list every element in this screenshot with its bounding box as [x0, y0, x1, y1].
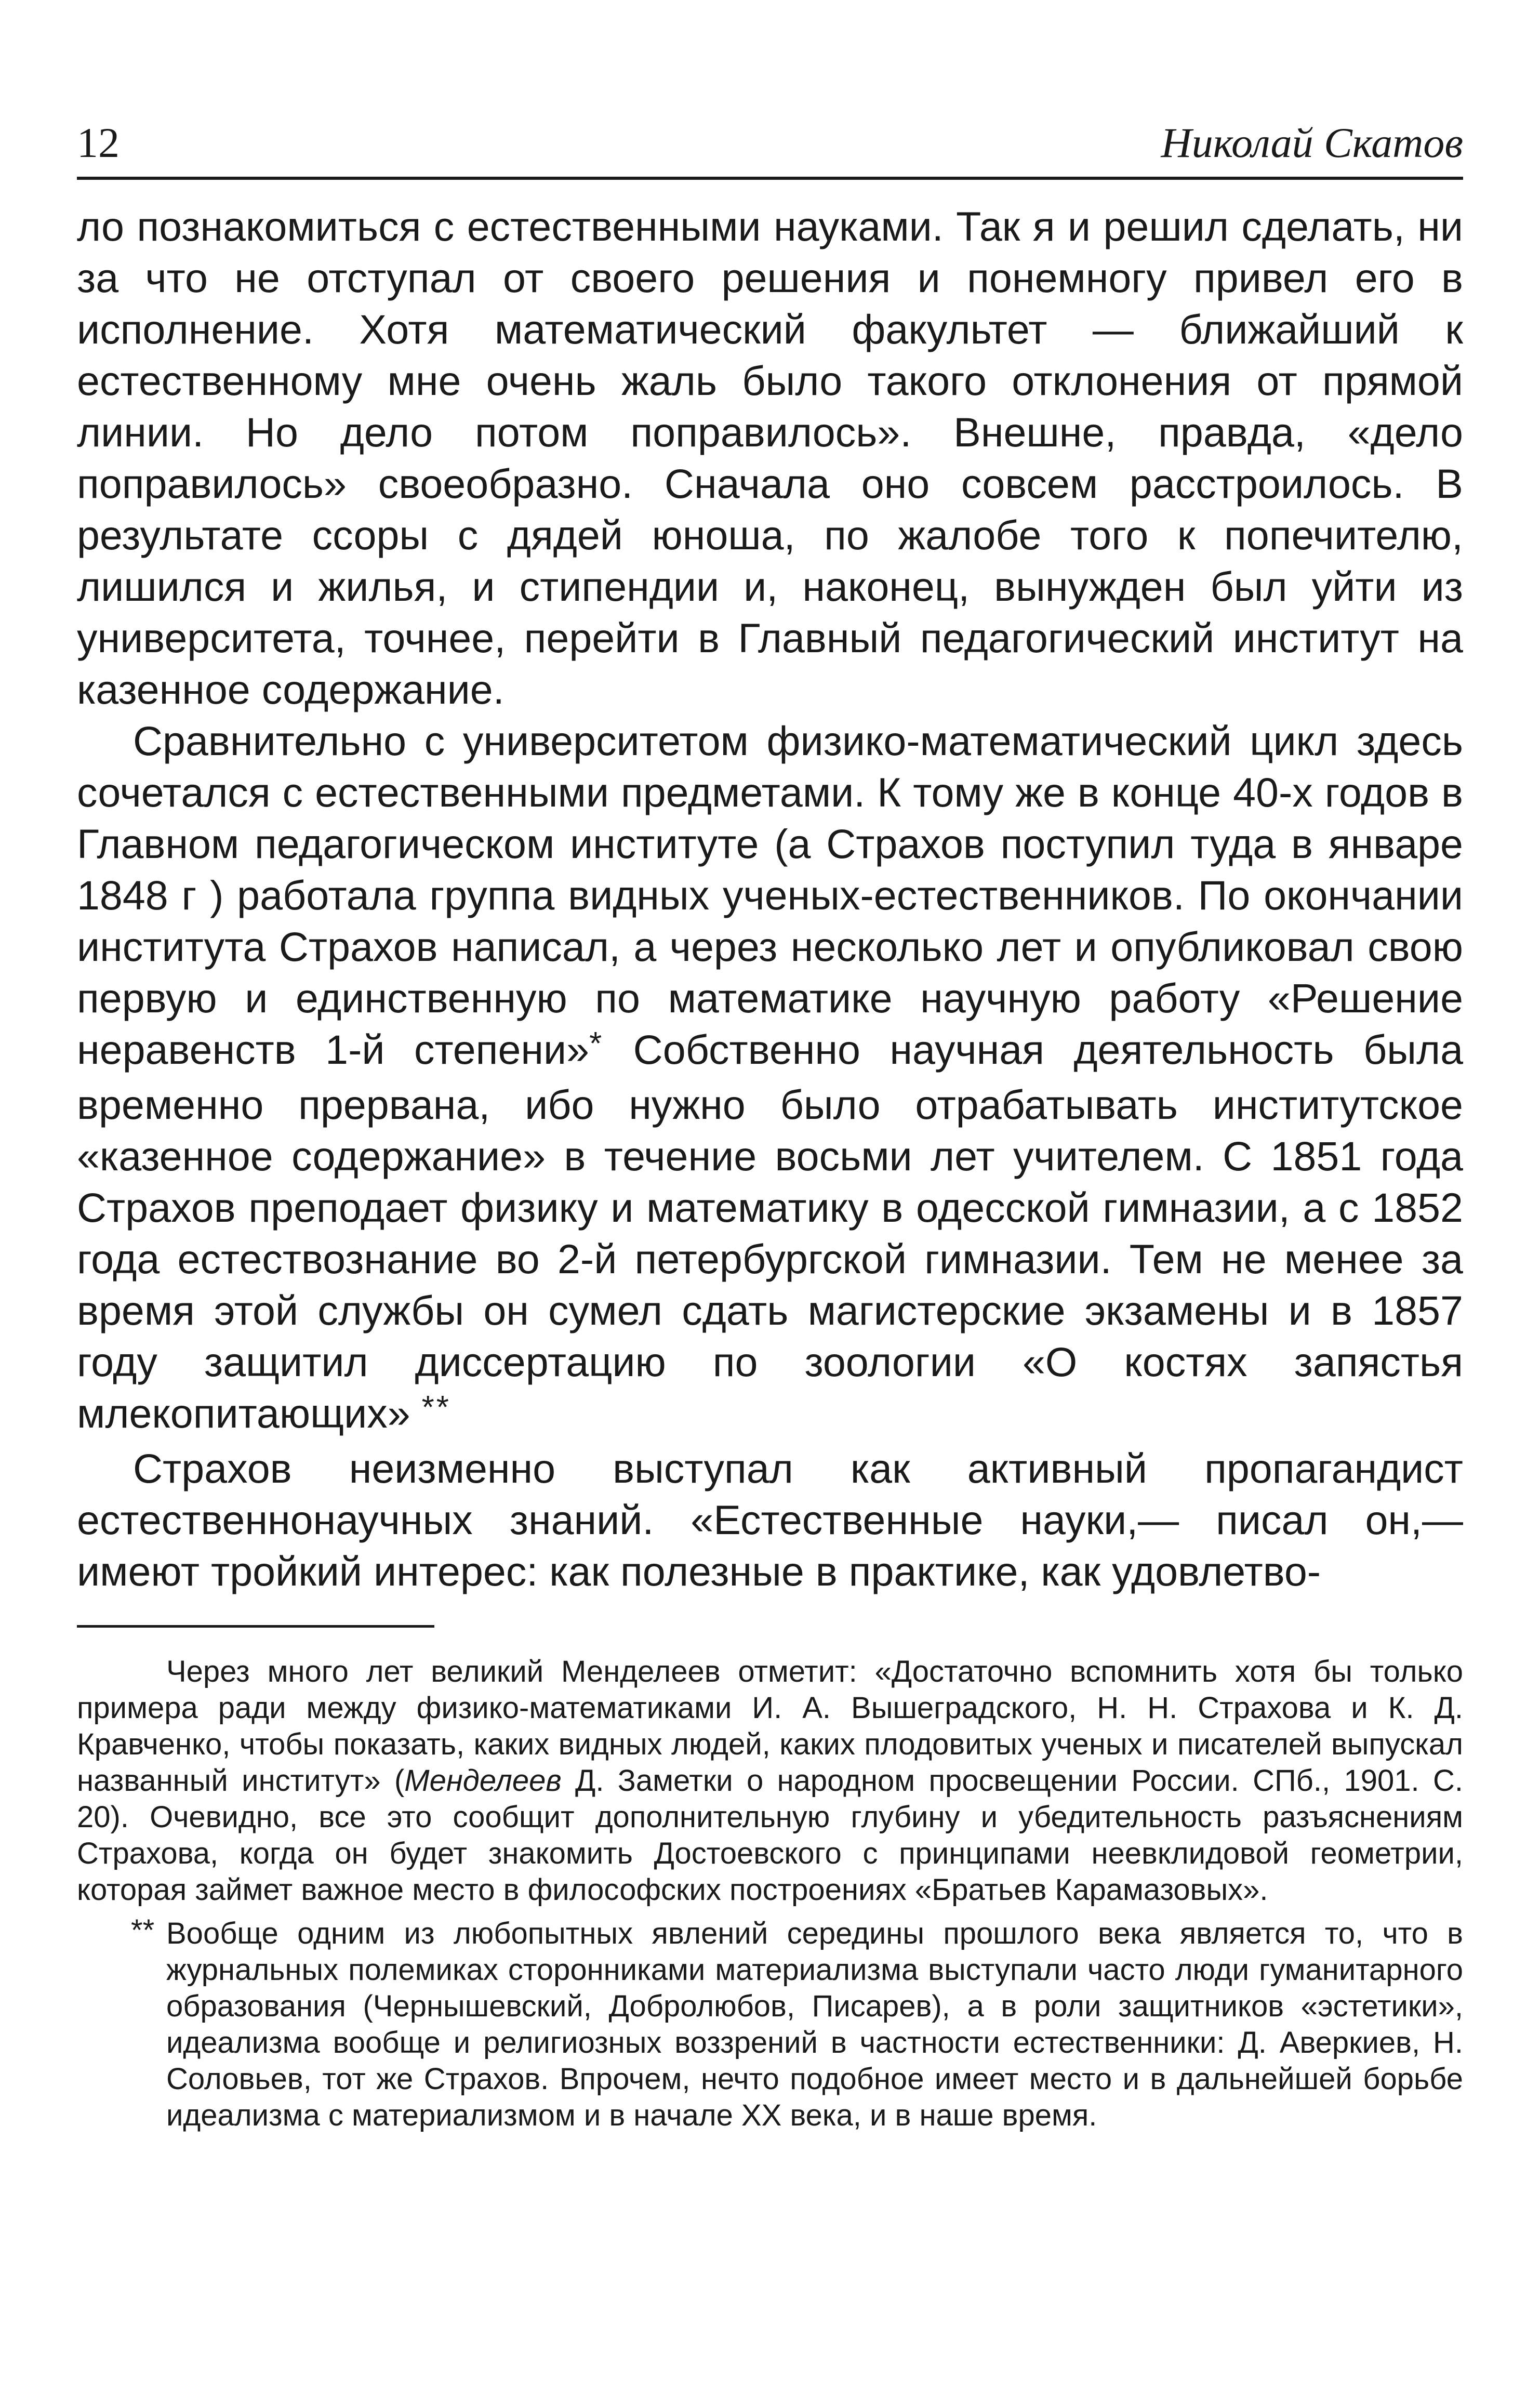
- footnotes: [77, 1654, 1463, 2134]
- footnote-1-text-b: Д. Заметки о народном просвещении России. СПб., 1901. С. 20). Очевидно, все это сообщит дополнительную глубину и убедительность разъяснениям Страхова, когда он будет знакомить Достоевского с принципами неевклидовой геометрии, которая займет важное место в философских построениях «Братьев Карамазовых».: [77, 1764, 1463, 1907]
- footnote-1-italic-author: Менделеев: [404, 1764, 562, 1798]
- footnote-separator: [77, 1625, 434, 1628]
- paragraph-2: [77, 715, 1463, 1443]
- paragraph-3: Страхов неизменно выступал как активный пропагандист естественнонаучных знаний. «Естественные науки,— писал он,— имеют тройкий интерес: как полезные в практике, как удовлетво-: [77, 1445, 1463, 1594]
- footnote-1: [77, 1654, 1463, 1908]
- page-number: 12: [77, 119, 120, 166]
- book-page: [77, 99, 1463, 2333]
- footnote-2-marker: **: [131, 1913, 155, 1947]
- footnote-2-text: Вообще одним из любопытных явлений середины прошлого века является то, что в журнальных полемиках сторонниками материализма выступали часто люди гуманитарного образования (Чернышевский, Добролюбов, Писарев), а в роли защитников «эстетики», идеализма вообще и религиозных воззрений в частности естественники: Д. Аверкиев, Н. Соловьев, тот же Страхов. Впрочем, нечто подобное имеет место и в дальнейшей борьбе идеализма с материализмом и в начале XX века, и в наше время.: [166, 1917, 1463, 2132]
- footnote-1-text-a: Через много лет великий Менделеев отметит: «Достаточно вспомнить хотя бы только примера ради между физико-математиками И. А. Вышеградского, Н. Н. Страхова и К. Д. Кравченко, чтобы показать, каких видных людей, каких плодовитых ученых и писателей выпускал названный институт» (: [77, 1655, 1463, 1798]
- footnote-ref-1: *: [589, 1026, 604, 1062]
- footnote-ref-2: **: [421, 1390, 451, 1425]
- paragraph-1: ло познакомиться с естественными науками. Так я и решил сделать, ни за что не отступал от своего решения и понемногу привел его в исполнение. Хотя математический факультет — ближайший к естественному мне очень жаль было такого отклонения от прямой линии. Но дело потом поправилось». Внешне, правда, «дело поправилось» своеобразно. Сначала оно совсем расстроилось. В результате ссоры с дядей юноша, по жалобе того к попечителю, лишился и жилья, и стипендии и, наконец, вынужден был уйти из университета, точнее, перейти в Главный педагогический институт на казенное содержание.: [77, 203, 1463, 712]
- main-text: [77, 201, 1463, 1597]
- running-head-author: Николай Скатов: [1161, 119, 1463, 166]
- footnote-2: [77, 1913, 1463, 2134]
- paragraph-2-text: Сравнительно с университетом физико-математический цикл здесь сочетался с естественными предметами. К тому же в конце 40-х годов в Главном педагогическом институте (а Страхов поступил туда в январе 1848 г ) работала группа видных ученых-естественников. По окончании института Страхов написал, а через несколько лет и опубликовал свою первую и единственную по математике научную работу «Решение неравенств 1-й степени»: [77, 718, 1463, 1073]
- page-header: [77, 99, 1463, 180]
- paragraph-2-continued: Собственно научная деятельность была временно прервана, ибо нужно было отрабатывать институтское «казенное содержание» в течение восьми лет учителем. С 1851 года Страхов преподает физику и математику в одесской гимназии, а с 1852 года естествознание во 2-й петербургской гимназии. Тем не менее за время этой службы он сумел сдать магистерские экзамены и в 1857 году защитил диссертацию по зоологии «О костях запястья млекопитающих»: [77, 1026, 1464, 1436]
